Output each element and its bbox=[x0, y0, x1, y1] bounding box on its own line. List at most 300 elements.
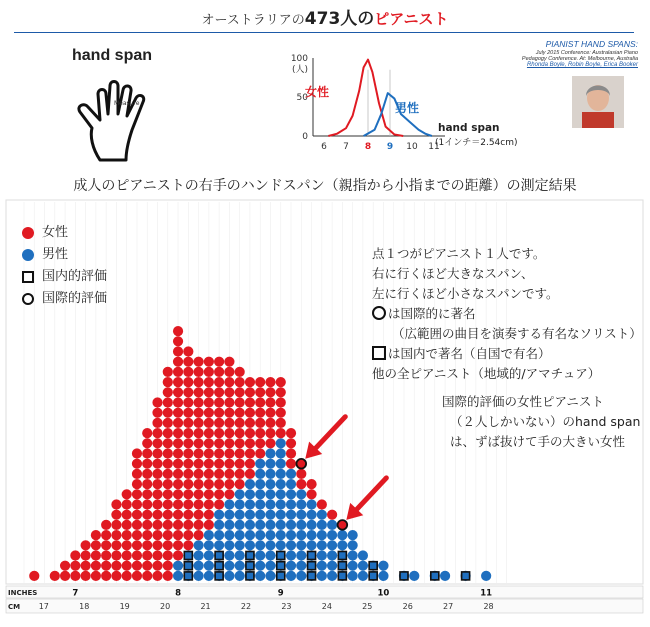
female-pianist-dot bbox=[91, 550, 101, 560]
male-pianist-dot bbox=[286, 561, 296, 571]
male-pianist-dot bbox=[255, 550, 265, 560]
male-pianist-dot bbox=[193, 540, 203, 550]
mini-distribution-chart bbox=[255, 50, 518, 160]
female-pianist-dot bbox=[163, 377, 173, 387]
male-pianist-dot bbox=[317, 540, 327, 550]
male-pianist-dot bbox=[224, 499, 234, 509]
source-line-2: Pedagogy Conference. At: Melbourne, Australia bbox=[521, 56, 638, 63]
female-pianist-dot bbox=[183, 397, 193, 407]
female-pianist-dot bbox=[142, 448, 152, 458]
mini-x-tick-label: 10 bbox=[406, 142, 418, 152]
cm-tick-label: 17 bbox=[38, 602, 49, 611]
female-pianist-dot bbox=[235, 438, 245, 448]
female-pianist-dot bbox=[193, 397, 203, 407]
female-pianist-dot bbox=[29, 571, 39, 581]
female-pianist-dot bbox=[132, 520, 142, 530]
male-pianist-dot bbox=[286, 571, 296, 581]
mini-x-tick-label: 7 bbox=[343, 142, 349, 152]
female-pianist-dot bbox=[255, 377, 265, 387]
female-pianist-dot bbox=[173, 428, 183, 438]
male-pianist-dot bbox=[276, 469, 286, 479]
female-pianist-dot bbox=[173, 550, 183, 560]
female-pianist-dot bbox=[224, 377, 234, 387]
female-pianist-dot bbox=[255, 438, 265, 448]
female-pianist-dot bbox=[163, 540, 173, 550]
female-pianist-dot bbox=[163, 571, 173, 581]
female-pianist-dot bbox=[204, 367, 214, 377]
female-pianist-dot bbox=[122, 540, 132, 550]
circle-icon bbox=[22, 293, 34, 305]
female-pianist-dot bbox=[214, 448, 224, 458]
male-pianist-dot bbox=[327, 571, 337, 581]
female-pianist-dot bbox=[132, 489, 142, 499]
female-pianist-dot bbox=[245, 397, 255, 407]
female-pianist-dot bbox=[163, 550, 173, 560]
male-pianist-dot bbox=[276, 510, 286, 520]
female-pianist-dot bbox=[122, 561, 132, 571]
female-pianist-dot bbox=[152, 520, 162, 530]
male-pianist-dot bbox=[265, 530, 275, 540]
female-pianist-dot bbox=[214, 357, 224, 367]
female-pianist-dot bbox=[276, 377, 286, 387]
female-pianist-dot bbox=[173, 540, 183, 550]
female-pianist-dot bbox=[173, 459, 183, 469]
male-pianist-dot bbox=[317, 510, 327, 520]
page-title bbox=[0, 4, 650, 29]
mini-x-unit: hand span bbox=[438, 122, 500, 134]
male-pianist-dot bbox=[235, 489, 245, 499]
female-pianist-dot bbox=[214, 459, 224, 469]
male-pianist-dot bbox=[296, 571, 306, 581]
female-pianist-dot bbox=[101, 561, 111, 571]
male-pianist-dot bbox=[235, 530, 245, 540]
female-pianist-dot bbox=[152, 499, 162, 509]
circle-icon bbox=[372, 306, 386, 320]
male-pianist-dot bbox=[204, 540, 214, 550]
female-pianist-dot bbox=[193, 408, 203, 418]
female-pianist-dot bbox=[245, 459, 255, 469]
callout-line-2: （２人しかいない）のhand span bbox=[450, 414, 641, 429]
female-pianist-dot bbox=[163, 561, 173, 571]
female-pianist-dot bbox=[183, 510, 193, 520]
male-pianist-dot bbox=[235, 540, 245, 550]
female-pianist-dot bbox=[224, 367, 234, 377]
female-pianist-dot bbox=[152, 438, 162, 448]
mini-series-label: 女性 bbox=[305, 85, 330, 99]
female-pianist-dot bbox=[193, 459, 203, 469]
female-pianist-dot bbox=[235, 459, 245, 469]
female-pianist-dot bbox=[173, 377, 183, 387]
female-pianist-dot bbox=[306, 479, 316, 489]
male-pianist-dot bbox=[255, 520, 265, 530]
female-pianist-dot bbox=[152, 489, 162, 499]
female-pianist-dot bbox=[245, 377, 255, 387]
female-pianist-dot bbox=[224, 428, 234, 438]
male-pianist-dot bbox=[193, 561, 203, 571]
female-pianist-dot bbox=[193, 530, 203, 540]
female-pianist-dot bbox=[235, 397, 245, 407]
mini-y-tick-label: 100 bbox=[290, 54, 308, 64]
female-pianist-dot bbox=[265, 428, 275, 438]
female-pianist-dot bbox=[214, 408, 224, 418]
male-pianist-dot bbox=[255, 571, 265, 581]
male-pianist-dot bbox=[224, 561, 234, 571]
male-pianist-dot bbox=[265, 540, 275, 550]
male-pianist-dot bbox=[224, 540, 234, 550]
male-pianist-dot bbox=[440, 571, 450, 581]
female-pianist-dot bbox=[70, 571, 80, 581]
female-pianist-dot bbox=[255, 408, 265, 418]
female-pianist-dot bbox=[91, 540, 101, 550]
female-pianist-dot bbox=[152, 448, 162, 458]
female-pianist-dot bbox=[163, 448, 173, 458]
female-pianist-dot bbox=[193, 438, 203, 448]
legend-female: 女性 bbox=[22, 222, 107, 244]
female-pianist-dot bbox=[183, 346, 193, 356]
note-line-4: は国際的に著名 bbox=[372, 304, 642, 324]
female-pianist-dot bbox=[91, 530, 101, 540]
female-pianist-dot bbox=[101, 530, 111, 540]
female-pianist-dot bbox=[142, 540, 152, 550]
male-pianist-dot bbox=[337, 530, 347, 540]
mini-series-label: 男性 bbox=[395, 101, 420, 115]
female-pianist-dot bbox=[111, 510, 121, 520]
male-pianist-dot bbox=[265, 550, 275, 560]
female-pianist-dot bbox=[152, 561, 162, 571]
title-count: 473人の bbox=[304, 9, 375, 29]
male-pianist-dot bbox=[224, 520, 234, 530]
male-pianist-dot bbox=[255, 459, 265, 469]
female-pianist-dot bbox=[204, 377, 214, 387]
male-pianist-dot bbox=[255, 510, 265, 520]
female-pianist-dot bbox=[276, 418, 286, 428]
female-pianist-dot bbox=[193, 357, 203, 367]
female-pianist-dot bbox=[122, 510, 132, 520]
male-pianist-dot bbox=[358, 550, 368, 560]
male-pianist-dot bbox=[286, 499, 296, 509]
female-pianist-dot bbox=[111, 499, 121, 509]
female-pianist-dot bbox=[193, 448, 203, 458]
male-pianist-dot bbox=[327, 540, 337, 550]
female-pianist-dot bbox=[193, 489, 203, 499]
male-pianist-dot bbox=[378, 561, 388, 571]
female-pianist-dot bbox=[224, 448, 234, 458]
female-pianist-dot bbox=[152, 530, 162, 540]
hand-icon bbox=[70, 72, 170, 164]
female-pianist-dot bbox=[91, 561, 101, 571]
female-pianist-dot bbox=[122, 571, 132, 581]
female-pianist-dot bbox=[163, 418, 173, 428]
female-pianist-dot bbox=[152, 428, 162, 438]
male-pianist-dot bbox=[378, 571, 388, 581]
female-pianist-dot bbox=[163, 428, 173, 438]
female-pianist-dot bbox=[111, 540, 121, 550]
female-pianist-dot bbox=[183, 367, 193, 377]
female-pianist-dot bbox=[265, 418, 275, 428]
male-pianist-dot bbox=[337, 540, 347, 550]
female-pianist-dot bbox=[193, 367, 203, 377]
female-pianist-dot bbox=[173, 530, 183, 540]
female-pianist-dot bbox=[183, 377, 193, 387]
female-pianist-dot bbox=[173, 489, 183, 499]
mini-x-tick-label: 8 bbox=[364, 142, 372, 152]
female-pianist-dot bbox=[214, 397, 224, 407]
male-pianist-dot bbox=[204, 571, 214, 581]
female-pianist-dot bbox=[214, 418, 224, 428]
female-pianist-dot bbox=[306, 489, 316, 499]
legend-national: 国内的評価 bbox=[22, 266, 107, 288]
female-pianist-dot bbox=[224, 438, 234, 448]
female-pianist-dot bbox=[214, 489, 224, 499]
female-pianist-dot bbox=[183, 459, 193, 469]
male-pianist-dot bbox=[296, 520, 306, 530]
female-pianist-dot bbox=[173, 357, 183, 367]
cm-tick-label: 21 bbox=[200, 602, 211, 611]
female-pianist-dot bbox=[255, 397, 265, 407]
legend bbox=[22, 222, 107, 310]
male-pianist-dot bbox=[214, 510, 224, 520]
female-pianist-dot bbox=[183, 499, 193, 509]
female-pianist-dot bbox=[173, 520, 183, 530]
female-pianist-dot bbox=[142, 489, 152, 499]
female-pianist-dot bbox=[276, 387, 286, 397]
male-pianist-dot bbox=[245, 510, 255, 520]
female-pianist-dot bbox=[173, 438, 183, 448]
inch-tick-label: 10 bbox=[377, 588, 390, 599]
female-pianist-dot bbox=[224, 469, 234, 479]
male-pianist-dot bbox=[245, 540, 255, 550]
male-pianist-dot bbox=[276, 520, 286, 530]
female-pianist-dot bbox=[224, 387, 234, 397]
male-pianist-dot bbox=[265, 499, 275, 509]
female-pianist-dot bbox=[296, 479, 306, 489]
male-pianist-dot bbox=[245, 530, 255, 540]
cm-tick-label: 20 bbox=[160, 602, 171, 611]
female-pianist-dot bbox=[193, 428, 203, 438]
male-pianist-dot bbox=[296, 510, 306, 520]
female-pianist-dot bbox=[111, 550, 121, 560]
female-pianist-dot bbox=[81, 550, 91, 560]
male-pianist-dot bbox=[317, 520, 327, 530]
male-pianist-dot bbox=[358, 571, 368, 581]
female-pianist-dot bbox=[81, 561, 91, 571]
female-pianist-dot bbox=[235, 367, 245, 377]
female-pianist-dot bbox=[193, 520, 203, 530]
mini-x-tick-label: 11 bbox=[428, 142, 440, 152]
female-pianist-dot bbox=[173, 387, 183, 397]
female-pianist-dot bbox=[183, 408, 193, 418]
male-pianist-dot bbox=[276, 540, 286, 550]
female-pianist-dot bbox=[204, 499, 214, 509]
female-pianist-dot bbox=[183, 428, 193, 438]
female-pianist-dot bbox=[224, 357, 234, 367]
female-pianist-dot bbox=[286, 438, 296, 448]
cm-tick-label: 22 bbox=[240, 602, 252, 611]
male-pianist-dot bbox=[296, 489, 306, 499]
female-pianist-dot bbox=[163, 367, 173, 377]
female-pianist-dot bbox=[245, 428, 255, 438]
explanatory-notes bbox=[372, 244, 642, 384]
male-pianist-dot bbox=[224, 510, 234, 520]
cm-tick-label: 26 bbox=[402, 602, 413, 611]
male-pianist-dot bbox=[245, 489, 255, 499]
female-pianist-dot bbox=[235, 469, 245, 479]
callout-arrow-shaft bbox=[354, 478, 386, 512]
male-pianist-dot bbox=[286, 530, 296, 540]
male-pianist-dot bbox=[245, 479, 255, 489]
female-pianist-dot bbox=[224, 418, 234, 428]
female-pianist-dot bbox=[286, 428, 296, 438]
male-pianist-dot bbox=[265, 571, 275, 581]
inch-axis-label: INCHES bbox=[8, 589, 38, 597]
female-pianist-dot bbox=[111, 571, 121, 581]
female-pianist-dot bbox=[183, 418, 193, 428]
female-pianist-dot bbox=[101, 540, 111, 550]
male-pianist-dot bbox=[306, 530, 316, 540]
female-pianist-dot bbox=[183, 520, 193, 530]
female-pianist-dot bbox=[183, 479, 193, 489]
female-pianist-dot bbox=[132, 540, 142, 550]
cm-tick-label: 25 bbox=[362, 602, 373, 611]
female-pianist-dot bbox=[173, 397, 183, 407]
female-pianist-dot bbox=[142, 499, 152, 509]
male-pianist-dot bbox=[255, 540, 265, 550]
male-pianist-dot bbox=[286, 489, 296, 499]
mini-x-tick-label: 9 bbox=[386, 142, 394, 152]
male-pianist-dot bbox=[286, 469, 296, 479]
male-pianist-dot bbox=[327, 550, 337, 560]
female-pianist-dot bbox=[214, 377, 224, 387]
note-line-2: 右に行くほど大きなスパン、 bbox=[372, 266, 534, 281]
male-pianist-dot bbox=[317, 561, 327, 571]
male-pianist-dot bbox=[286, 479, 296, 489]
female-pianist-dot bbox=[255, 428, 265, 438]
note-line-5: （広範囲の曲目を演奏する有名なソリスト） bbox=[392, 326, 642, 341]
square-icon bbox=[372, 346, 386, 360]
female-pianist-dot bbox=[296, 469, 306, 479]
female-pianist-dot bbox=[235, 428, 245, 438]
male-pianist-dot bbox=[235, 520, 245, 530]
title-rule bbox=[14, 32, 634, 33]
female-pianist-dot bbox=[204, 397, 214, 407]
female-pianist-dot bbox=[163, 408, 173, 418]
male-pianist-dot bbox=[224, 571, 234, 581]
male-pianist-dot bbox=[358, 561, 368, 571]
female-pianist-dot bbox=[111, 561, 121, 571]
female-pianist-dot bbox=[255, 387, 265, 397]
female-pianist-dot bbox=[173, 408, 183, 418]
female-pianist-dot bbox=[132, 561, 142, 571]
male-pianist-dot bbox=[276, 448, 286, 458]
male-pianist-dot bbox=[265, 520, 275, 530]
male-pianist-dot bbox=[245, 520, 255, 530]
inch-tick-label: 11 bbox=[480, 588, 493, 599]
female-pianist-dot bbox=[224, 459, 234, 469]
female-pianist-dot bbox=[183, 438, 193, 448]
male-pianist-dot bbox=[224, 550, 234, 560]
female-pianist-dot bbox=[163, 397, 173, 407]
female-pianist-dot bbox=[122, 520, 132, 530]
female-pianist-dot bbox=[70, 550, 80, 560]
female-pianist-dot bbox=[122, 530, 132, 540]
female-pianist-dot bbox=[122, 550, 132, 560]
female-pianist-dot bbox=[214, 367, 224, 377]
female-pianist-dot bbox=[265, 438, 275, 448]
male-pianist-dot bbox=[317, 530, 327, 540]
female-pianist-dot bbox=[142, 469, 152, 479]
female-pianist-dot bbox=[317, 499, 327, 509]
male-pianist-dot bbox=[235, 499, 245, 509]
female-pianist-dot bbox=[111, 530, 121, 540]
male-pianist-dot bbox=[276, 489, 286, 499]
female-pianist-dot bbox=[173, 469, 183, 479]
female-pianist-dot bbox=[142, 479, 152, 489]
male-pianist-dot bbox=[235, 571, 245, 581]
male-pianist-dot bbox=[276, 499, 286, 509]
male-pianist-dot bbox=[265, 479, 275, 489]
female-pianist-dot bbox=[235, 479, 245, 489]
female-pianist-dot bbox=[101, 571, 111, 581]
female-pianist-dot bbox=[245, 408, 255, 418]
female-pianist-dot bbox=[132, 459, 142, 469]
female-pianist-dot bbox=[163, 499, 173, 509]
female-pianist-dot bbox=[193, 510, 203, 520]
male-pianist-dot bbox=[224, 530, 234, 540]
male-pianist-dot bbox=[296, 550, 306, 560]
male-pianist-dot bbox=[286, 540, 296, 550]
female-pianist-dot bbox=[235, 377, 245, 387]
female-pianist-dot bbox=[193, 377, 203, 387]
female-pianist-dot bbox=[132, 510, 142, 520]
male-pianist-dot bbox=[204, 550, 214, 560]
female-pianist-dot bbox=[152, 397, 162, 407]
male-pianist-dot bbox=[276, 459, 286, 469]
male-dot-icon bbox=[22, 249, 34, 261]
male-pianist-dot bbox=[296, 561, 306, 571]
female-pianist-dot bbox=[204, 418, 214, 428]
male-pianist-dot bbox=[255, 561, 265, 571]
female-pianist-dot bbox=[173, 336, 183, 346]
female-pianist-dot bbox=[81, 540, 91, 550]
title-pianist: ピアニスト bbox=[374, 10, 449, 28]
male-pianist-dot bbox=[327, 520, 337, 530]
female-pianist-dot bbox=[142, 571, 152, 581]
female-pianist-dot bbox=[193, 479, 203, 489]
female-pianist-dot bbox=[235, 418, 245, 428]
male-pianist-dot bbox=[173, 571, 183, 581]
female-pianist-dot bbox=[204, 448, 214, 458]
female-pianist-dot bbox=[132, 479, 142, 489]
female-pianist-dot bbox=[204, 428, 214, 438]
female-pianist-dot bbox=[193, 469, 203, 479]
female-pianist-dot bbox=[142, 428, 152, 438]
male-pianist-dot bbox=[348, 530, 358, 540]
female-pianist-dot bbox=[204, 438, 214, 448]
female-pianist-dot bbox=[101, 520, 111, 530]
male-pianist-dot bbox=[348, 550, 358, 560]
male-pianist-dot bbox=[276, 530, 286, 540]
female-pianist-dot bbox=[111, 520, 121, 530]
male-pianist-dot bbox=[235, 550, 245, 560]
female-pianist-dot bbox=[183, 357, 193, 367]
female-pianist-dot bbox=[173, 346, 183, 356]
source-authors[interactable]: Rhonda Boyle, Robin Boyle, Erica Booker bbox=[526, 62, 638, 69]
female-pianist-dot bbox=[70, 561, 80, 571]
female-pianist-dot bbox=[265, 408, 275, 418]
male-pianist-dot bbox=[214, 540, 224, 550]
female-pianist-dot bbox=[81, 571, 91, 581]
mini-x-tick-label: 6 bbox=[321, 142, 327, 152]
